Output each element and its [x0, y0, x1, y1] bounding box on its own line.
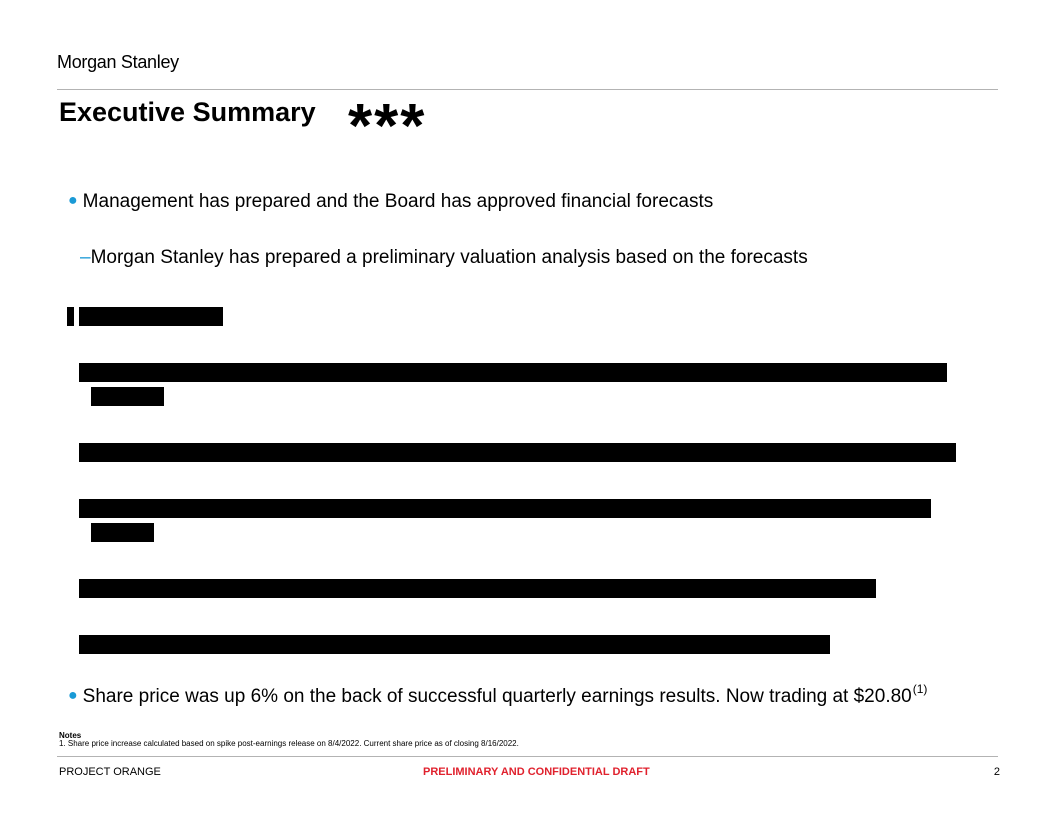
- redaction-block: [79, 579, 876, 598]
- redaction-block: [79, 635, 830, 654]
- bullet-text: Share price was up 6% on the back of successful quarterly earnings results. Now trading at $20.80: [82, 686, 912, 707]
- bullet-dot-icon: ●: [68, 687, 78, 704]
- sub-bullet-text: Morgan Stanley has prepared a preliminary valuation analysis based on the forecasts: [90, 247, 808, 268]
- redaction-block: [91, 387, 164, 406]
- footer-confidential-label: PRELIMINARY AND CONFIDENTIAL DRAFT: [423, 766, 650, 778]
- footnote-1: 1. Share price increase calculated based on spike post-earnings release on 8/4/2022. Current share price as of closing 8/16/2022.: [59, 739, 519, 748]
- page-number: 2: [993, 766, 1000, 778]
- morgan-stanley-logo: Morgan Stanley: [57, 52, 179, 72]
- redaction-block: [79, 307, 223, 326]
- page-title: Executive Summary: [59, 97, 316, 127]
- notes-heading: Notes: [59, 731, 82, 740]
- bullet-item-share-price: [68, 682, 928, 708]
- header-divider: [57, 89, 998, 90]
- bullet-dot-icon: ●: [68, 192, 78, 209]
- redaction-block: [79, 499, 931, 518]
- sub-bullet-item-valuation: [80, 247, 808, 269]
- footer-divider: [57, 756, 998, 757]
- bullet-item-forecasts: [68, 191, 713, 213]
- sub-bullet-dash: –: [80, 247, 91, 268]
- footer-project-name: PROJECT ORANGE: [59, 766, 161, 778]
- asterisk-stamp: ***: [348, 92, 427, 161]
- redaction-block: [79, 363, 947, 382]
- bullet-text: Management has prepared and the Board has approved financial forecasts: [82, 191, 714, 212]
- redaction-marker: [67, 307, 74, 326]
- footnote-reference: (1): [912, 682, 928, 696]
- redaction-block: [79, 443, 956, 462]
- redaction-block: [91, 523, 154, 542]
